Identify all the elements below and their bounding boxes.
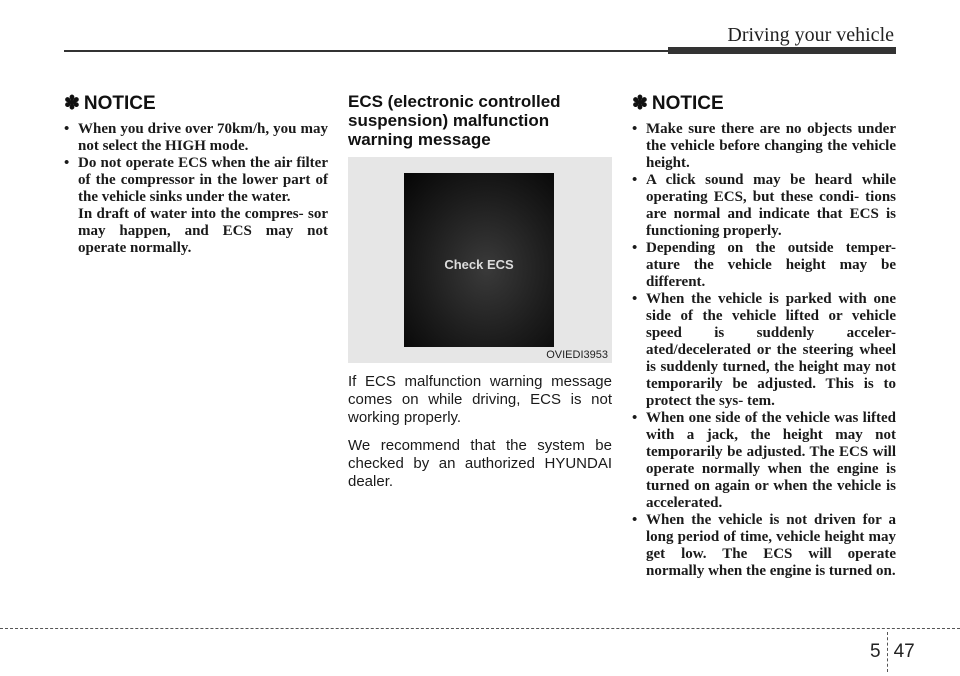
notice-left-list: [64, 121, 328, 257]
ecs-warning-section: [348, 92, 612, 491]
list-item: • When one side of the vehicle was lifted with a jack, the height may not temporarily be adjusted. The ECS will operate normally when the engine is turned on again or when the vehicle is accelerated.: [632, 410, 896, 511]
paragraph: If ECS malfunction warning message comes on while driving, ECS is not working properly.: [348, 373, 612, 426]
notice-left-heading: [64, 92, 328, 115]
page-separator: [887, 632, 888, 672]
screen-warning-text: Check ECS: [444, 256, 514, 272]
paragraph: We recommend that the system be checked by an authorized HYUNDAI dealer.: [348, 437, 612, 490]
notice-left: [64, 92, 328, 257]
figure-code: OVIEDI3953: [546, 349, 608, 361]
list-item: • A click sound may be heard while operating ECS, but these condi- tions are normal and indicate that ECS is functioning properly.: [632, 172, 896, 239]
cluster-screen: [404, 173, 554, 347]
notice-left-title: NOTICE: [83, 92, 156, 114]
list-item: • Do not operate ECS when the air filter of the compressor in the lower part of the vehicle sinks under the water.: [64, 155, 328, 205]
header-rule: [64, 50, 674, 52]
cluster-display-figure: [348, 157, 612, 363]
notice-star-icon: ✽: [632, 93, 648, 114]
notice-right: [632, 92, 896, 580]
section-title: ECS (electronic controlled suspension) malfunction warning message: [348, 92, 561, 149]
notice-right-heading: [632, 92, 896, 115]
list-item: • When you drive over 70km/h, you may not select the HIGH mode.: [64, 121, 328, 154]
page-number-value: 47: [893, 641, 915, 662]
page-number: [870, 630, 915, 674]
notice-right-list: [632, 121, 896, 580]
list-item: • Depending on the outside temper- ature the vehicle height may be different.: [632, 240, 896, 290]
list-item-continuation: In draft of water into the compres- sor may happen, and ECS may not operate normally.: [78, 206, 328, 256]
section-header: Driving your vehicle: [727, 24, 894, 46]
list-item: • Make sure there are no objects under the vehicle before changing the vehicle height.: [632, 121, 896, 171]
list-item: • When the vehicle is parked with one side of the vehicle lifted or vehicle speed is suddenly acceler- ated/decelerated or the steering wheel is suddenly turned, the height may not temporarily be adjusted. This is to protect the sys- tem.: [632, 291, 896, 409]
footer-rule: [0, 628, 960, 629]
notice-right-title: NOTICE: [651, 92, 724, 114]
list-item: • When the vehicle is not driven for a long period of time, vehicle height may get low. The ECS will operate normally when the engine is turned on.: [632, 512, 896, 579]
chapter-number: 5: [870, 641, 881, 662]
header-rule-accent: [668, 47, 896, 54]
notice-star-icon: ✽: [64, 93, 80, 114]
